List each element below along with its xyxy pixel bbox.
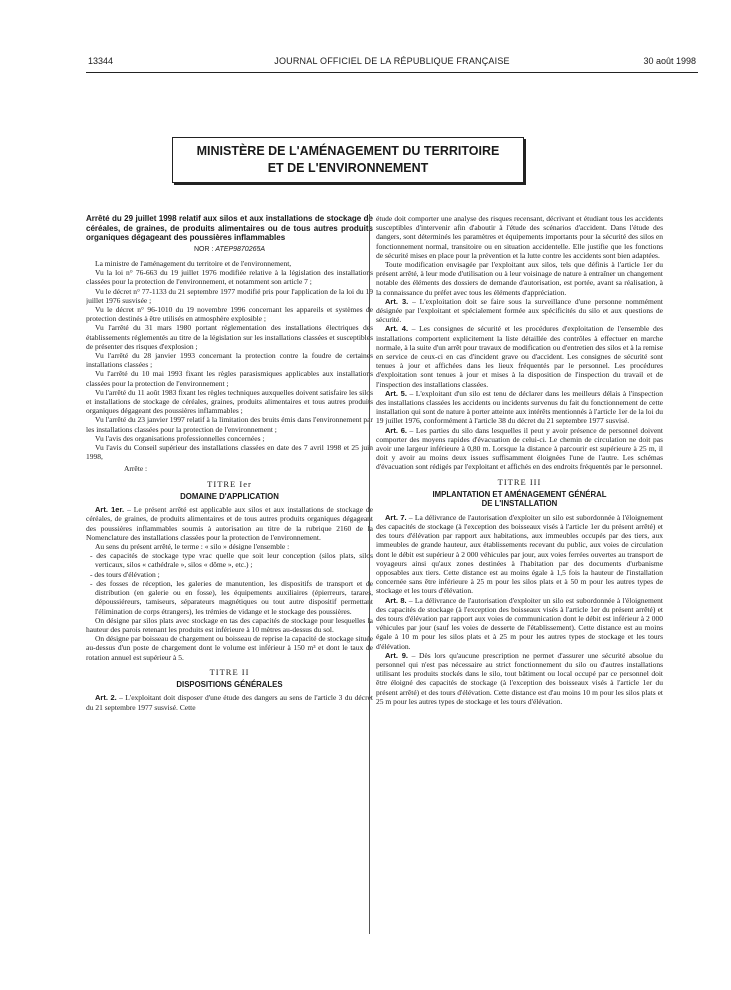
- arrete-title: Arrêté du 29 juillet 1998 relatif aux silos et aux installations de stockage de céréales, de graines, de produits alimentaires ou de tous autres produits organiques dégageant des poussières inflammables: [86, 214, 373, 243]
- article-5-label: Art. 5.: [385, 388, 407, 398]
- article-1-label: Art. 1er.: [95, 505, 125, 515]
- visa-conseil: Vu l'avis du Conseil supérieur des installations classées en date des 7 avril 1998 et 25 juin 1998,: [86, 443, 373, 462]
- article-3-text: – L'exploitation doit se faire sous la surveillance d'une personne nommément désignée par l'exploitant et spécialement formée aux spécificités du silo et aux questions de sécurité.: [376, 296, 663, 325]
- article-3: [376, 297, 663, 325]
- titre-3-subheading-line-1: IMPLANTATION ET AMÉNAGEMENT GÉNÉRAL: [432, 489, 607, 499]
- article-1-silos-plats: On désigne par silos plats avec stockage en tas des capacités de stockage pour lesquelles la hauteur des parois retenant les produits est inférieure à 10 mètres au-dessus du sol.: [86, 615, 373, 634]
- article-9-text: – Dès lors qu'aucune prescription ne permet d'assurer une sécurité absolue du personnel qui n'est pas nécessaire au strict fonctionnement du silo ou d'autres installations utilisant les produits stockés dans le silo, tout bâtiment ou local occupé par ce personnel doit être éloigné des capacités de stockage (à l'exception des boisseaux visés à l'article 1er du présent arrêté) et des tours d'élévation. Cette distance est d'au moins 10 m pour les silos plats et 25 m pour les autres types de stockage et les tours d'élévation.: [376, 650, 663, 706]
- visa-loi-76: Vu la loi n° 76-663 du 19 juillet 1976 modifiée relative à la législation des installations classées pour la protection de l'environnement, et notamment son article 7 ;: [86, 268, 373, 287]
- article-1-boisseau: On désigne par boisseau de chargement ou boisseau de reprise la capacité de stockage située au-dessus d'un poste de chargement dont le volume est inférieur à 150 m³ et dont le taux de rotation annuel est supérieur à 5.: [86, 634, 373, 662]
- article-2-modification: Toute modification envisagée par l'exploitant aux silos, tels que définis à l'article 1er du présent arrêté, à leur mode d'utilisation ou à leur voisinage de nature à entraîner un changement notable des éléments des dossiers de demande d'autorisation, est portée, avant sa réalisation, à la connaissance du préfet avec tous les éléments d'appréciation.: [376, 260, 663, 297]
- visa-arrete-1983: Vu l'arrêté du 11 août 1983 fixant les règles techniques auxquelles doivent satisfaire les silos et installations de stockage de céréales, graines, produits alimentaires et tous autres produits organiques dégageant des poussières inflammables ;: [86, 387, 373, 416]
- article-3-label: Art. 3.: [385, 296, 409, 306]
- article-8-text: – La délivrance de l'autorisation d'exploiter un silo est subordonnée à l'éloignement des capacités de stockage (à l'exception des boisseaux visés à l'article 1er du présent arrêté) et des tours d'élévation par rapport aux voies de communication dont le débit est inférieur à 2 000 véhicules par jour (sauf les voies de desserte de l'établissement). Cette distance est au moins égale à 10 m pour les silos plats et à 25 m pour les autres types de stockage et les tours d'élévation.: [376, 595, 663, 651]
- article-8: [376, 596, 663, 651]
- article-4-label: Art. 4.: [385, 324, 409, 334]
- titre-3-heading: TITRE III: [497, 476, 542, 487]
- article-4-text: – Les consignes de sécurité et les procédures d'exploitation de l'ensemble des installations comportent explicitement la liste détaillée des contrôles à effectuer en marche normale, à la suite d'un arrêt pour travaux de modification ou d'entretien des silos et à la remise en service de ceux-ci en cas d'incident grave ou d'accident. Les consignes de sécurité sont tenues à jour et affichées dans les lieux fréquentés par le personnel. Les procédures d'exploitation sont tenues à jour et mises à la disposition de l'inspection du travail et de l'inspection des installations classées.: [376, 324, 663, 389]
- article-2: [86, 693, 373, 711]
- visa-arrete-1993-foudre: Vu l'arrêté du 28 janvier 1993 concernant la protection contre la foudre de certaines installations classées ;: [86, 351, 373, 370]
- article-2-label: Art. 2.: [95, 693, 117, 703]
- silo-dash-fosses: - des fosses de réception, les galeries de manutention, les dispositifs de transport et de distribution (en galerie ou en fosse), les équipements auxiliaires (épierreurs, tarares, dépoussiéreurs, tamiseurs, séparateurs magnétiques ou tout autre dispositif permettant l'élimination de corps étrangers), les trémies de vidange et le stockage des poussières.: [90, 578, 373, 616]
- article-4: [376, 324, 663, 388]
- article-1-text: – Le présent arrêté est applicable aux silos et aux installations de stockage de céréales, de graines, de produits alimentaires et de tous autres produits organiques dégageant des poussières inflammables soumis à autorisation au titre de la rubrique 2160 de la Nomenclature des installations classées pour la protection de l'environnement.: [86, 505, 373, 542]
- article-7-text: – La délivrance de l'autorisation d'exploiter un silo est subordonnée à l'éloignement des capacités de stockage (à l'exception des boisseaux visés à l'article 1er du présent arrêté) et des tours d'élévation par rapport aux habitations, aux immeubles occupés par des tiers, aux immeubles de grande hauteur, aux établissements recevant du public, aux voies de circulation dont le débit est supérieur à 2 000 véhicules par jour, aux voies ferrées ouvertes au transport de voyageurs ainsi qu'aux zones destinées à l'habitation par des documents d'urbanisme opposables aux tiers. Cette distance est au moins égale à 1,5 fois la hauteur de l'installation concernée sans être inférieure à 25 m pour les silos plats et à 50 m pour les autres types de stockage et les tours d'élévation.: [376, 512, 663, 596]
- visa-decret-96: Vu le décret n° 96-1010 du 19 novembre 1996 concernant les appareils et systèmes de protection destinés à être utilisés en atmosphère explosible ;: [86, 305, 373, 324]
- column-divider: [369, 214, 370, 934]
- article-9-label: Art. 9.: [385, 650, 409, 660]
- ministry-box: [172, 137, 524, 183]
- titre-1-heading: TITRE Ier: [207, 478, 252, 489]
- article-9: [376, 651, 663, 706]
- preamble-minister: La ministre de l'aménagement du territoire et de l'environnement,: [95, 258, 292, 268]
- visa-arrete-1980: Vu l'arrêté du 31 mars 1980 portant réglementation des installations électriques des établissements réglementés au titre de la législation sur les installations classées et susceptibles de présenter des risques d'explosion ;: [86, 323, 373, 351]
- nor-code: ATEP9870265A: [215, 245, 266, 253]
- journal-title: JOURNAL OFFICIEL DE LA RÉPUBLIQUE FRANÇAISE: [274, 56, 510, 66]
- ministry-line-2: ET DE L'ENVIRONNEMENT: [267, 161, 429, 175]
- article-6-text: – Les parties du silo dans lesquelles il peut y avoir présence de personnel doivent comporter des moyens rapides d'évacuation de celui-ci. Le chemin de circulation ne doit pas avoir une largeur inférieure à 0,80 m. Lorsque la distance à parcourir est supérieure à 25 m, il doit y avoir au moins deux issues suffisamment éloignées l'une de l'autre. Les schémas d'évacuation sont rédigés par l'exploitant et affichés en des endroits fréquentés par le personnel.: [376, 425, 663, 472]
- nor-reference: [86, 245, 373, 254]
- article-6: [376, 426, 663, 472]
- left-column: [86, 214, 373, 954]
- article-6-label: Art. 6.: [385, 425, 407, 435]
- issue-date: 30 août 1998: [643, 56, 696, 66]
- article-2-continued: étude doit comporter une analyse des risques recensant, décrivant et étudiant tous les accidents susceptibles d'intervenir afin d'aboutir à l'étude des scénarios d'accident. Dans l'étude des dangers, sont déterminés les paramètres et équipements importants pour la sécurité des silos en fonctionnement normal, transitoire ou en situation accidentelle. Elle justifie que les fonctions de sécurité mises en place pour la prévention et la lutte contre les accidents sont bien adaptées.: [376, 214, 663, 260]
- titre-1-subheading: DOMAINE D'APPLICATION: [180, 491, 279, 501]
- article-5: [376, 389, 663, 426]
- article-7-label: Art. 7.: [385, 512, 407, 522]
- article-2-text: – L'exploitant doit disposer d'une étude des dangers au sens de l'article 3 du décret du 21 septembre 1977 susvisé. Cette: [86, 693, 373, 712]
- silo-dash-capacites: - des capacités de stockage type vrac quelle que soit leur conception (silos plats, silos verticaux, silos « cathédrale », silos « dôme », etc.) ;: [90, 551, 373, 570]
- ministry-line-1: MINISTÈRE DE L'AMÉNAGEMENT DU TERRITOIRE: [196, 144, 500, 158]
- page-header: [88, 56, 696, 70]
- titre-3-subheading-line-2: DE L'INSTALLATION: [481, 499, 558, 509]
- article-1: [86, 505, 373, 542]
- arrete-word: Arrête :: [124, 464, 148, 474]
- right-column: [376, 214, 663, 954]
- nor-label: NOR :: [193, 245, 214, 253]
- silo-dash-tours: - des tours d'élévation ;: [90, 569, 160, 579]
- page-number: 13344: [88, 56, 114, 66]
- titre-2-subheading: DISPOSITIONS GÉNÉRALES: [176, 679, 283, 689]
- visa-arrete-1993-parasismique: Vu l'arrêté du 10 mai 1993 fixant les règles parasismiques applicables aux installations classées pour la protection de l'environnement ;: [86, 369, 373, 388]
- header-rule: [86, 72, 698, 73]
- visa-organisations: Vu l'avis des organisations professionnelles concernées ;: [95, 433, 265, 443]
- article-7: [376, 513, 663, 596]
- article-1-silo-definition: Au sens du présent arrêté, le terme : « silo » désigne l'ensemble :: [95, 542, 290, 552]
- article-5-text: – L'exploitant d'un silo est tenu de déclarer dans les meilleurs délais à l'inspection des installations classées les accidents ou incidents survenus du fait du fonctionnement de cette installation qui sont de nature à porter atteinte aux intérêts mentionnés à l'article 1er de la loi du 19 juillet 1976, conformément à l'article 38 du décret du 21 septembre 1977 susvisé.: [376, 388, 663, 426]
- titre-2-heading: TITRE II: [209, 666, 250, 677]
- titre-3-subheading: [376, 490, 663, 509]
- visa-arrete-1997: Vu l'arrêté du 23 janvier 1997 relatif à la limitation des bruits émis dans l'environnement par les installations classées pour la protection de l'environnement ;: [86, 415, 373, 434]
- article-8-label: Art. 8.: [385, 595, 407, 605]
- visa-decret-77: Vu le décret n° 77-1133 du 21 septembre 1977 modifié pris pour l'application de la loi du 19 juillet 1976 susvisée ;: [86, 286, 373, 305]
